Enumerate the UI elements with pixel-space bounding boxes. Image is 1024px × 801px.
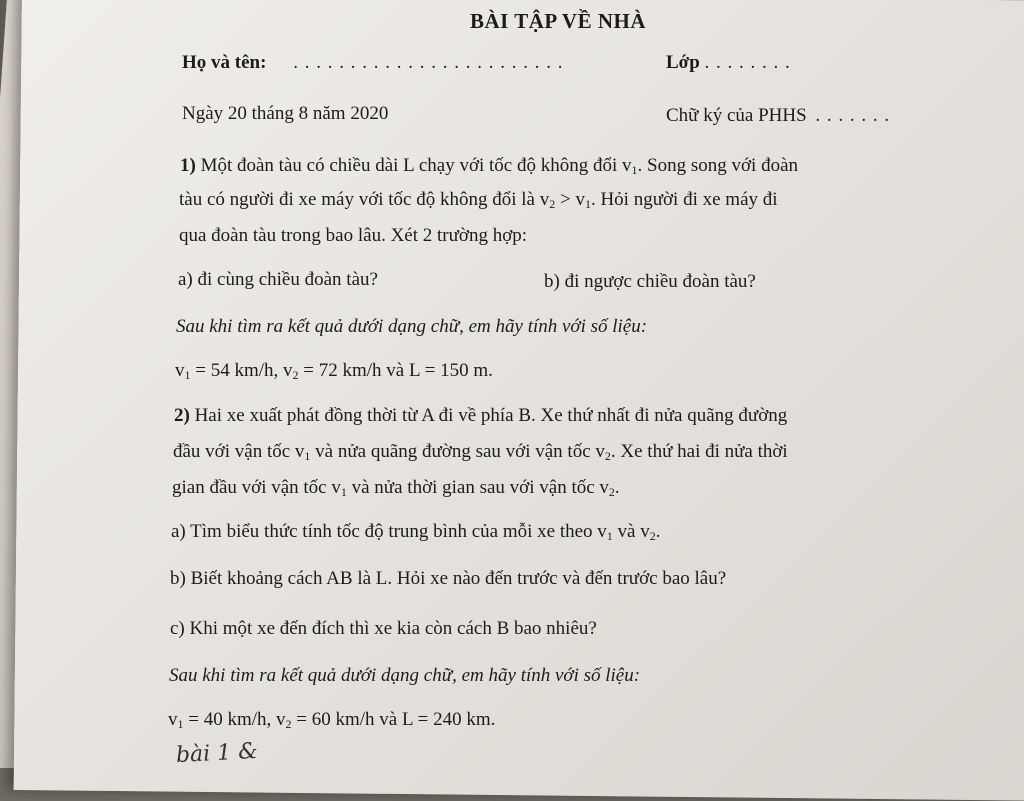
problem1-case-b: b) đi ngược chiều đoàn tàu? — [544, 271, 756, 292]
problem2-text: và nửa quãng đường sau với vận tốc v — [310, 441, 605, 462]
problem1-data-text: = 72 km/h và L = 150 m. — [298, 360, 493, 381]
problem2-text: Hai xe xuất phát đồng thời từ A đi về phía B. Xe thứ nhất đi nửa quãng đường — [194, 405, 788, 426]
problem2-data-text: = 40 km/h, v — [183, 709, 286, 730]
problem2-data-text: v — [168, 709, 178, 730]
subscript: 1 — [606, 529, 613, 543]
problem2-text: đầu với vận tốc v — [173, 441, 305, 462]
date-text: Ngày 20 tháng 8 năm 2020 — [182, 103, 389, 124]
problem1-text: tàu có người đi xe máy với tốc độ không đổi là v — [179, 189, 550, 210]
handwritten-note: bài 1 & — [175, 738, 259, 769]
problem2-line2 — [173, 438, 788, 466]
problem1-instruction: Sau khi tìm ra kết quả dưới dạng chữ, em hãy tính với số liệu: — [176, 316, 648, 337]
problem1-line1 — [180, 152, 798, 180]
problem2-text: và v — [612, 521, 650, 542]
problem1-data — [175, 357, 493, 385]
problem2-line3 — [172, 474, 620, 502]
subscript: 2 — [649, 529, 656, 543]
name-row — [182, 49, 563, 77]
problem2-text: và nửa thời gian sau với vận tốc v — [346, 477, 609, 498]
problem1-text: . Hỏi người đi xe máy đi — [590, 189, 778, 210]
problem1-case-a: a) đi cùng chiều đoàn tàu? — [178, 269, 378, 290]
subscript: 1 — [177, 717, 184, 731]
problem2-text: . — [614, 477, 620, 498]
subscript: 1 — [584, 197, 591, 211]
subscript: 2 — [608, 485, 615, 499]
subscript: 2 — [285, 717, 292, 731]
class-row — [666, 49, 791, 77]
worksheet-title: BÀI TẬP VỀ NHÀ — [470, 9, 647, 33]
problem1-data-text: v — [175, 360, 185, 381]
problem2-text: a) Tìm biểu thức tính tốc độ trung bình của mỗi xe theo v — [171, 521, 607, 542]
subscript: 2 — [604, 449, 611, 463]
subscript: 1 — [340, 485, 347, 499]
signature-dots: . . . . . . . — [815, 105, 891, 126]
problem2-instruction: Sau khi tìm ra kết quả dưới dạng chữ, em hãy tính với số liệu: — [169, 665, 641, 686]
signature-row — [666, 102, 890, 130]
problem2-line1 — [174, 402, 787, 430]
problem2-text: gian đầu với vận tốc v — [172, 477, 341, 498]
problem2-data — [168, 706, 495, 734]
problem2-text: . Xe thứ hai đi nửa thời — [610, 441, 788, 462]
signature-label: Chữ ký của PHHS — [666, 105, 807, 126]
class-label: Lớp — [666, 52, 700, 73]
problem1-data-text: = 54 km/h, v — [190, 360, 293, 381]
subscript: 2 — [549, 197, 556, 211]
class-dots: . . . . . . . . — [704, 52, 791, 73]
problem1-text: > v — [555, 189, 585, 210]
subscript: 1 — [631, 163, 638, 177]
name-dots: . . . . . . . . . . . . . . . . . . . . . . . . — [293, 52, 564, 73]
subscript: 1 — [184, 368, 191, 382]
subscript: 1 — [304, 449, 311, 463]
problem2-data-text: = 60 km/h và L = 240 km. — [291, 709, 496, 730]
problem2-part-c: c) Khi một xe đến đích thì xe kia còn cách B bao nhiêu? — [170, 618, 597, 639]
problem1-text: Một đoàn tàu có chiều dài L chạy với tốc độ không đổi v — [200, 155, 632, 176]
problem1-text: . Song song với đoàn — [637, 155, 799, 176]
problem1-line3: qua đoàn tàu trong bao lâu. Xét 2 trường hợp: — [179, 225, 528, 246]
problem2-number: 2) — [174, 405, 190, 426]
name-label: Họ và tên: — [182, 52, 267, 73]
problem1-number: 1) — [180, 155, 196, 176]
problem2-part-a — [171, 518, 660, 546]
problem1-line2 — [179, 186, 778, 214]
problem2-part-b: b) Biết khoảng cách AB là L. Hỏi xe nào đến trước và đến trước bao lâu? — [170, 568, 727, 589]
problem2-text: . — [655, 521, 661, 542]
subscript: 2 — [292, 368, 299, 382]
